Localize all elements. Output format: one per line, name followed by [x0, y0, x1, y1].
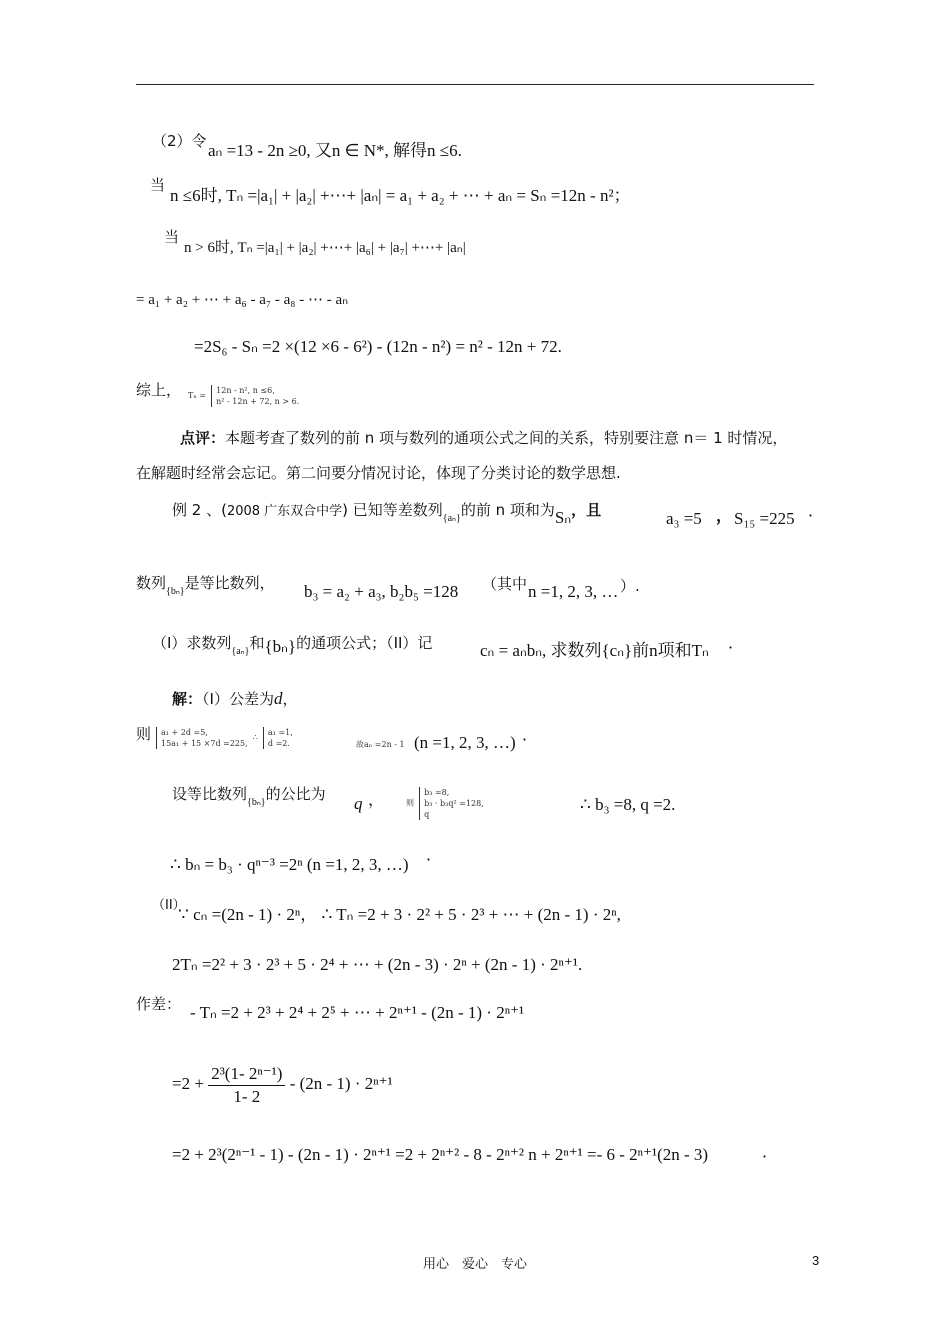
den: q	[424, 810, 430, 819]
s15-value: S₁₅ =225	[734, 509, 795, 528]
label-when-2: 当	[164, 228, 180, 246]
solution-start	[172, 689, 297, 709]
t: （I）求数列	[152, 634, 232, 652]
then: 则	[406, 798, 414, 808]
example2-line-2	[136, 573, 275, 602]
eq-2: 15a₁ + 15 ×7d =225,	[161, 739, 248, 748]
dot: ·	[522, 730, 528, 749]
t: ) 已知等差数列	[342, 501, 443, 519]
tn-symbol: Tₙ =	[188, 391, 207, 400]
b-condition: b₃ = a₂ + a₃, b₂b₅ =128	[304, 582, 459, 601]
example2-line-1	[172, 500, 601, 529]
result-brace	[263, 727, 293, 749]
n-range: (n =1, 2, 3, …)	[414, 733, 516, 752]
eq-1: a₁ + 2d =5,	[161, 728, 208, 737]
geo-line	[172, 784, 326, 813]
t: 和	[249, 634, 265, 652]
final-eq: =2 + 2³(2ⁿ⁻¹ - 1) - (2n - 1) · 2ⁿ⁺¹ =2 + 2ⁿ⁺² - 8 - 2ⁿ⁺² n + 2ⁿ⁺¹ =- 6 - 2ⁿ⁺¹(2n - 3)	[172, 1145, 709, 1164]
system-b	[406, 787, 484, 820]
t: （其中	[482, 575, 528, 593]
source: 2008 广东双合中学	[226, 504, 343, 519]
comment-line-1	[180, 428, 787, 448]
eq-1: b₃ =8,	[424, 788, 450, 797]
label-when-1: 当	[150, 176, 166, 194]
t: 数列	[136, 574, 167, 592]
d-symbol: d	[273, 689, 283, 708]
system-brace	[156, 727, 248, 749]
piecewise-brace	[211, 385, 299, 407]
comma: ，	[368, 790, 385, 809]
an-formula: 故aₙ =2n - 1	[356, 740, 405, 749]
t: 的公比为	[265, 785, 326, 803]
system-b-brace	[419, 787, 484, 820]
t: 例 2 、(	[172, 501, 227, 519]
t: - (2n - 1) · 2ⁿ⁺¹	[289, 1074, 393, 1093]
eq-2: b₃ · b₃q² =128,	[424, 799, 484, 808]
label-diff: 作差：	[136, 995, 182, 1013]
comment-text: 本题考查了数列的前 n 项与数列的通项公式之间的关系，特别要注意 n＝ 1 时情况，	[225, 429, 788, 447]
a3-value: a₃ =5	[666, 509, 702, 528]
label-summary: 综上，	[136, 381, 182, 399]
math-condition: aₙ =13 - 2n ≥0, 又n ∈ N*, 解得n ≤6.	[208, 141, 462, 160]
math-case-gt6: n > 6时, Tₙ =|a₁| + |a₂| +⋯+ |a₆| + |a₇| +⋯+ |aₙ|	[184, 240, 466, 256]
tn-sum: ∵ cₙ =(2n - 1) · 2ⁿ， ∴ Tₙ =2 + 3 · 2² + 5 · 2³ + ⋯ + (2n - 1) · 2ⁿ,	[178, 905, 621, 924]
set-an: {aₙ}	[442, 513, 461, 524]
t: 设等比数列	[172, 785, 248, 803]
question-line	[152, 633, 432, 662]
dot: ·	[762, 1147, 768, 1166]
set-bn: {bₙ}	[264, 637, 297, 656]
numerator: 2³(1- 2ⁿ⁻¹)	[208, 1063, 285, 1086]
diff-eq: - Tₙ =2 + 2³ + 2⁴ + 2⁵ + ⋯ + 2ⁿ⁺¹ - (2n - 1) · 2ⁿ⁺¹	[190, 1003, 525, 1022]
label-then: 则	[136, 725, 152, 743]
t: （I）公差为	[202, 690, 274, 708]
math-result: =2S₆ - Sₙ =2 ×(12 ×6 - 6²) - (12n - n²) = n² - 12n + 72.	[194, 337, 562, 356]
geo-result: ∴ b₃ =8, q =2.	[580, 795, 676, 814]
case-2: n² - 12n + 72, n > 6.	[216, 397, 300, 406]
math-case-le6: n ≤6时, Tₙ =|a₁| + |a₂| +⋯+ |aₙ| = a₁ + a₂ + ⋯ + aₙ = Sₙ =12n - n²；	[170, 186, 631, 205]
res-2: d =2.	[267, 739, 290, 748]
n-range: n =1, 2, 3, …	[528, 582, 619, 601]
set-an: {aₙ}	[231, 646, 250, 657]
sn: Sₙ	[554, 508, 572, 527]
2tn-sum: 2Tₙ =2² + 3 · 2³ + 5 · 2⁴ + ⋯ + (2n - 3) · 2ⁿ + (2n - 1) · 2ⁿ⁺¹.	[172, 955, 583, 974]
t: 的前 n 项和为	[460, 501, 555, 519]
t: 是等比数列，	[184, 574, 275, 592]
footer-motto: 用心 爱心 专心	[422, 1257, 527, 1272]
comma: ，	[716, 506, 733, 525]
dot: ·	[426, 850, 432, 869]
denominator: 1- 2	[233, 1086, 261, 1106]
line-part2	[152, 131, 207, 151]
dot: ·	[808, 506, 814, 525]
therefore: ∴	[252, 733, 258, 742]
q-symbol: q	[354, 794, 363, 813]
cn-definition: cₙ = aₙbₙ, 求数列{cₙ}前n项和Tₙ	[480, 641, 709, 660]
comment-label: 点评：	[180, 429, 226, 447]
fraction	[208, 1063, 285, 1108]
page-number: 3	[812, 1253, 820, 1268]
math-expand: = a₁ + a₂ + ⋯ + a₆ - a₇ - a₈ - ⋯ - aₙ	[136, 292, 349, 308]
set-bn: {bₙ}	[247, 797, 266, 808]
bn-formula: ∴ bₙ = b₃ · qⁿ⁻³ =2ⁿ (n =1, 2, 3, …)	[170, 855, 409, 874]
solution-label: 解：	[172, 690, 203, 708]
header-rule	[136, 84, 814, 85]
comment-line-2: 在解题时经常会忘记。第二问要分情况讨论，体现了分类讨论的数学思想.	[136, 464, 621, 482]
t: ，且	[571, 501, 602, 519]
t: ，	[282, 690, 298, 708]
case-1: 12n - n², n ≤6,	[216, 386, 275, 395]
res-1: a₁ =1,	[267, 728, 293, 737]
t: =2 +	[172, 1074, 204, 1093]
system-a	[156, 727, 293, 749]
set-bn: {bₙ}	[166, 586, 185, 597]
piecewise-tn	[188, 385, 299, 407]
t: 的通项公式；（II）记	[296, 634, 433, 652]
geo-sum-fraction	[172, 1062, 393, 1108]
label: （2）令	[152, 132, 207, 150]
label-part2: （II）	[152, 898, 186, 913]
t: ）.	[620, 577, 640, 595]
dot: ·	[728, 638, 734, 657]
